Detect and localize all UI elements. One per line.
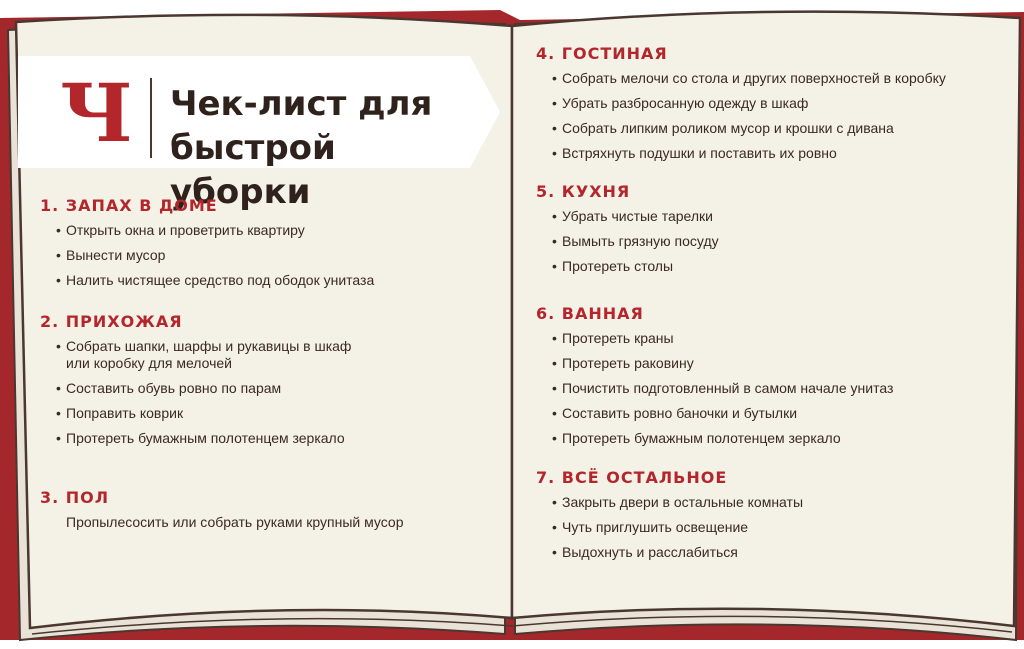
title-initial-letter: Ч [60, 66, 134, 160]
section-smell [40, 196, 500, 297]
list-item: • Протереть раковину [536, 355, 996, 372]
section-living-room [536, 44, 996, 170]
list-item: • Закрыть двери в остальные комнаты [536, 494, 996, 511]
list-item: • Убрать разбросанную одежду в шкаф [536, 95, 996, 112]
title-divider [150, 78, 152, 158]
section-title: 6. ВАННАЯ [536, 304, 644, 323]
list-item: • Поправить коврик [40, 405, 500, 422]
list-item: • Протереть бумажным полотенцем зеркало [40, 430, 500, 447]
list-item: • Почистить подготовленный в самом начале унитаз [536, 380, 996, 397]
list-item: • Протереть краны [536, 330, 996, 347]
list-item: Пропылесосить или собрать руками крупный мусор [66, 514, 404, 530]
section-title: 7. ВСЁ ОСТАЛЬНОЕ [536, 468, 728, 487]
section-other [536, 468, 996, 569]
list-item: • Открыть окна и проветрить квартиру [40, 222, 500, 239]
list-item: • Налить чистящее средство под ободок унитаза [40, 272, 500, 289]
list-item: • Собрать мелочи со стола и других поверхностей в коробку [536, 70, 996, 87]
list-item: • Собрать липким роликом мусор и крошки с дивана [536, 120, 996, 137]
section-title: 3. ПОЛ [40, 488, 110, 507]
section-floor [40, 488, 500, 539]
list-item: • Составить ровно баночки и бутылки [536, 405, 996, 422]
right-page-content [536, 40, 1006, 600]
list-item: • Протереть бумажным полотенцем зеркало [536, 430, 996, 447]
section-title: 2. ПРИХОЖАЯ [40, 312, 183, 331]
list-item: • Протереть столы [536, 258, 996, 275]
list-item: • Собрать шапки, шарфы и рукавицы в шкаф или коробку для мелочей [40, 338, 366, 372]
list-item: • Вымыть грязную посуду [536, 233, 996, 250]
list-item: • Чуть приглушить освещение [536, 519, 996, 536]
list-item: • Убрать чистые тарелки [536, 208, 996, 225]
section-bathroom [536, 304, 996, 455]
section-kitchen [536, 182, 996, 283]
list-item: • Встряхнуть подушки и поставить их ровно [536, 145, 996, 162]
section-title: 1. ЗАПАХ В ДОМЕ [40, 196, 218, 215]
section-title: 4. ГОСТИНАЯ [536, 44, 668, 63]
left-page-content [40, 44, 500, 604]
list-item: • Выдохнуть и расслабиться [536, 544, 996, 561]
section-hallway [40, 312, 500, 455]
section-title: 5. КУХНЯ [536, 182, 631, 201]
list-item: • Вынести мусор [40, 247, 500, 264]
list-item: • Составить обувь ровно по парам [40, 380, 500, 397]
page-title: Чек-лист для быстрой уборки [170, 84, 433, 212]
